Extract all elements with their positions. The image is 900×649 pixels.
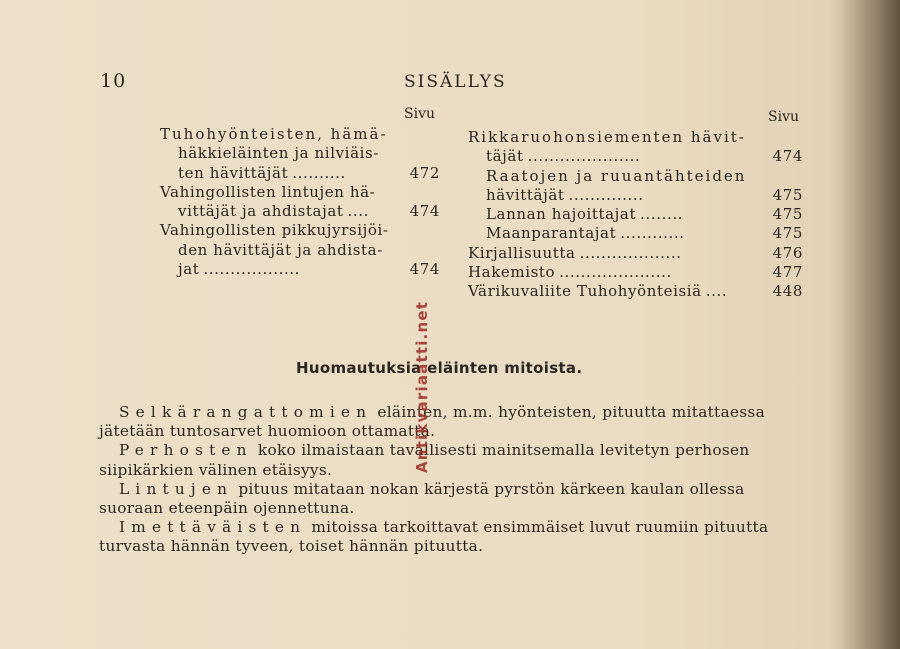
paragraph-lead-word: Imettäväisten (119, 518, 307, 537)
toc-entry-line: Lannan hajoittajat (486, 205, 637, 224)
toc-page-number: 474 (409, 260, 440, 279)
sivu-label-left: Sivu (404, 106, 435, 122)
paragraph-lead-word: Perhosten (119, 441, 253, 460)
toc-leader-dots: ................... (579, 243, 682, 262)
toc-leader-dots: .................. (203, 260, 301, 279)
toc-entry (468, 263, 803, 282)
toc-entry-line: vittäjät ja ahdistajat (178, 202, 344, 221)
toc-leader-dots: .............. (568, 185, 644, 204)
toc-page-number: 477 (772, 263, 803, 282)
paragraph-lead-word: Selkärangattomien (119, 403, 373, 421)
toc-page-number: 475 (772, 205, 803, 224)
toc-entry-line: Rikkaruohonsiementen hävit- (468, 128, 746, 146)
toc-leader-dots: .... (705, 282, 728, 301)
toc-entry (468, 282, 803, 301)
toc-leader-dots: .......... (292, 163, 346, 182)
watermark-text: Antikvariaatti.net (413, 300, 431, 473)
paragraph (99, 441, 804, 479)
toc-page-number: 448 (772, 282, 803, 301)
toc-page-number: 474 (409, 202, 440, 221)
toc-entry-line: Raatojen ja ruuantähteiden (486, 166, 747, 185)
paragraph-lead-word: Lintujen (119, 479, 234, 498)
toc-entry-line: Värikuvaliite Tuhohyönteisiä (468, 282, 702, 301)
toc-leader-dots: ..................... (559, 263, 672, 282)
toc-entry-line: täjät (486, 147, 524, 166)
paragraph-text: eläinten, m.m. hyönteisten, pituutta mitattaessa jätetään tuntosarvet huomioon ottamatta. (99, 403, 766, 441)
paragraph (99, 403, 804, 441)
toc-page-number: 476 (772, 243, 803, 262)
toc-entry (160, 125, 440, 183)
toc-right-column (468, 128, 803, 302)
page-number: 10 (100, 70, 127, 92)
paragraph (99, 480, 804, 518)
toc-page-number: 475 (772, 224, 803, 243)
page-title: SISÄLLYS (404, 72, 507, 92)
toc-entry (468, 167, 803, 206)
section-heading: Huomautuksia eläinten mitoista. (296, 359, 583, 377)
sivu-label-right: Sivu (768, 109, 799, 125)
paragraph-text: koko ilmaistaan tavallisesti mainitsemalla levitetyn perhosen siipikärkien välinen etäisyys. (99, 441, 750, 479)
toc-entry-line: jat (178, 260, 200, 279)
toc-page-number: 472 (409, 163, 440, 182)
toc-entry-line: hävittäjät (486, 185, 565, 204)
toc-leader-dots: ..................... (527, 147, 641, 166)
toc-leader-dots: .... (347, 202, 369, 221)
toc-entry (468, 244, 803, 263)
paragraph-text: mitoissa tarkoittavat ensimmäiset luvut ruumiin pituutta turvasta hännän tyveen, toiset hännän pituutta. (99, 518, 769, 556)
toc-entry-line: ten hävittäjät (178, 163, 289, 182)
toc-entry (468, 128, 803, 167)
toc-entry (468, 224, 803, 243)
paragraph (99, 518, 804, 556)
page-edge-shadow (840, 0, 900, 649)
toc-leader-dots: ............ (620, 224, 685, 243)
toc-page-number: 474 (772, 147, 803, 166)
toc-entry-line: Vahingollisten pikkujyrsijöi- (160, 221, 389, 240)
toc-entry-line: den hävittäjät ja ahdista- (178, 240, 383, 259)
toc-entry-line: Maanparantajat (486, 224, 617, 243)
toc-leader-dots: ........ (640, 205, 684, 224)
toc-entry-line: Kirjallisuutta (468, 243, 576, 262)
body-text (99, 403, 804, 557)
toc-entry-line: Vahingollisten lintujen hä- (160, 182, 376, 201)
toc-page-number: 475 (772, 185, 803, 204)
toc-entry (468, 205, 803, 224)
paragraph-text: pituus mitataan nokan kärjestä pyrstön kärkeen kaulan ollessa suoraan eteenpäin ojennettuna. (99, 479, 745, 518)
toc-entry-line: Hakemisto (468, 263, 556, 282)
toc-entry-line: Tuhohyönteisten, hämä- (160, 125, 388, 143)
toc-entry-line: häkkieläinten ja nilviäis- (178, 144, 379, 163)
